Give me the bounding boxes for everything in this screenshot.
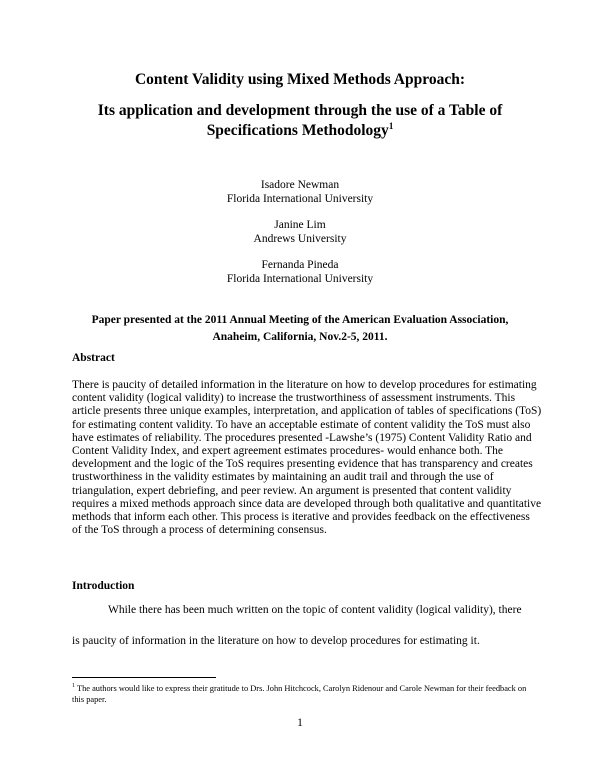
footnote-separator <box>72 677 216 678</box>
title-line-2: Its application and development through the use of a Table of <box>97 102 503 119</box>
author-affiliation: Florida International University <box>226 193 374 205</box>
author-block-3 <box>0 258 600 286</box>
introduction-line-2: is paucity of information in the literature on how to develop procedures for estimating it. <box>72 635 480 647</box>
author-name: Isadore Newman <box>260 179 340 191</box>
presentation-line-1: Paper presented at the 2011 Annual Meeting of the American Evaluation Association, <box>91 314 509 326</box>
title-footnote-marker: 1 <box>388 120 394 131</box>
introduction-heading: Introduction <box>72 580 135 592</box>
author-block-2 <box>0 218 600 246</box>
footnote-text: The authors would like to express their gratitude to Drs. John Hitchcock, Carolyn Ridenour and Carole Newman for their feedback on this paper. <box>72 684 527 704</box>
author-name: Fernanda Pineda <box>261 259 339 271</box>
presentation-line-2: Anaheim, California, Nov.2-5, 2011. <box>212 331 388 343</box>
title-line-3 <box>0 121 600 141</box>
title-line-3-text: Specifications Methodology <box>206 122 389 139</box>
author-name: Janine Lim <box>274 219 326 231</box>
author-block-1 <box>0 178 600 206</box>
author-affiliation: Florida International University <box>226 273 374 285</box>
author-affiliation: Andrews University <box>253 233 347 245</box>
footnote-marker: 1 <box>72 683 75 690</box>
presentation-note <box>60 312 540 346</box>
abstract-heading: Abstract <box>72 352 115 364</box>
page-number: 1 <box>297 717 303 729</box>
footnote <box>72 683 534 705</box>
title-line-1: Content Validity using Mixed Methods Approach: <box>134 71 465 88</box>
abstract-body: There is paucity of detailed information in the literature on how to develop procedures for estimating content validity (logical validity) to increase the trustworthiness of assessment instruments. This article presents three unique examples, interpretation, and application of tables of specifications (ToS) for estimating content validity. To have an acceptable estimate of content validity the ToS must also have estimates of reliability. The procedures presented -Lawshe’s (1975) Content Validity Ratio and Content Validity Index, and expert agreement estimates procedures- would enhance both. The development and the logic of the ToS requires presenting evidence that has transparency and creates trustworthiness in the validity estimates by maintaining an audit trail and through the use of triangulation, expert debriefing, and peer review. An argument is presented that content validity requires a mixed methods approach since data are developed through both qualitative and quantitative methods that inform each other. This process is iterative and provides feedback on the effectiveness of the ToS through a process of determining consensus. <box>72 379 542 537</box>
introduction-line-1: While there has been much written on the topic of content validity (logical validity), there <box>108 604 522 616</box>
